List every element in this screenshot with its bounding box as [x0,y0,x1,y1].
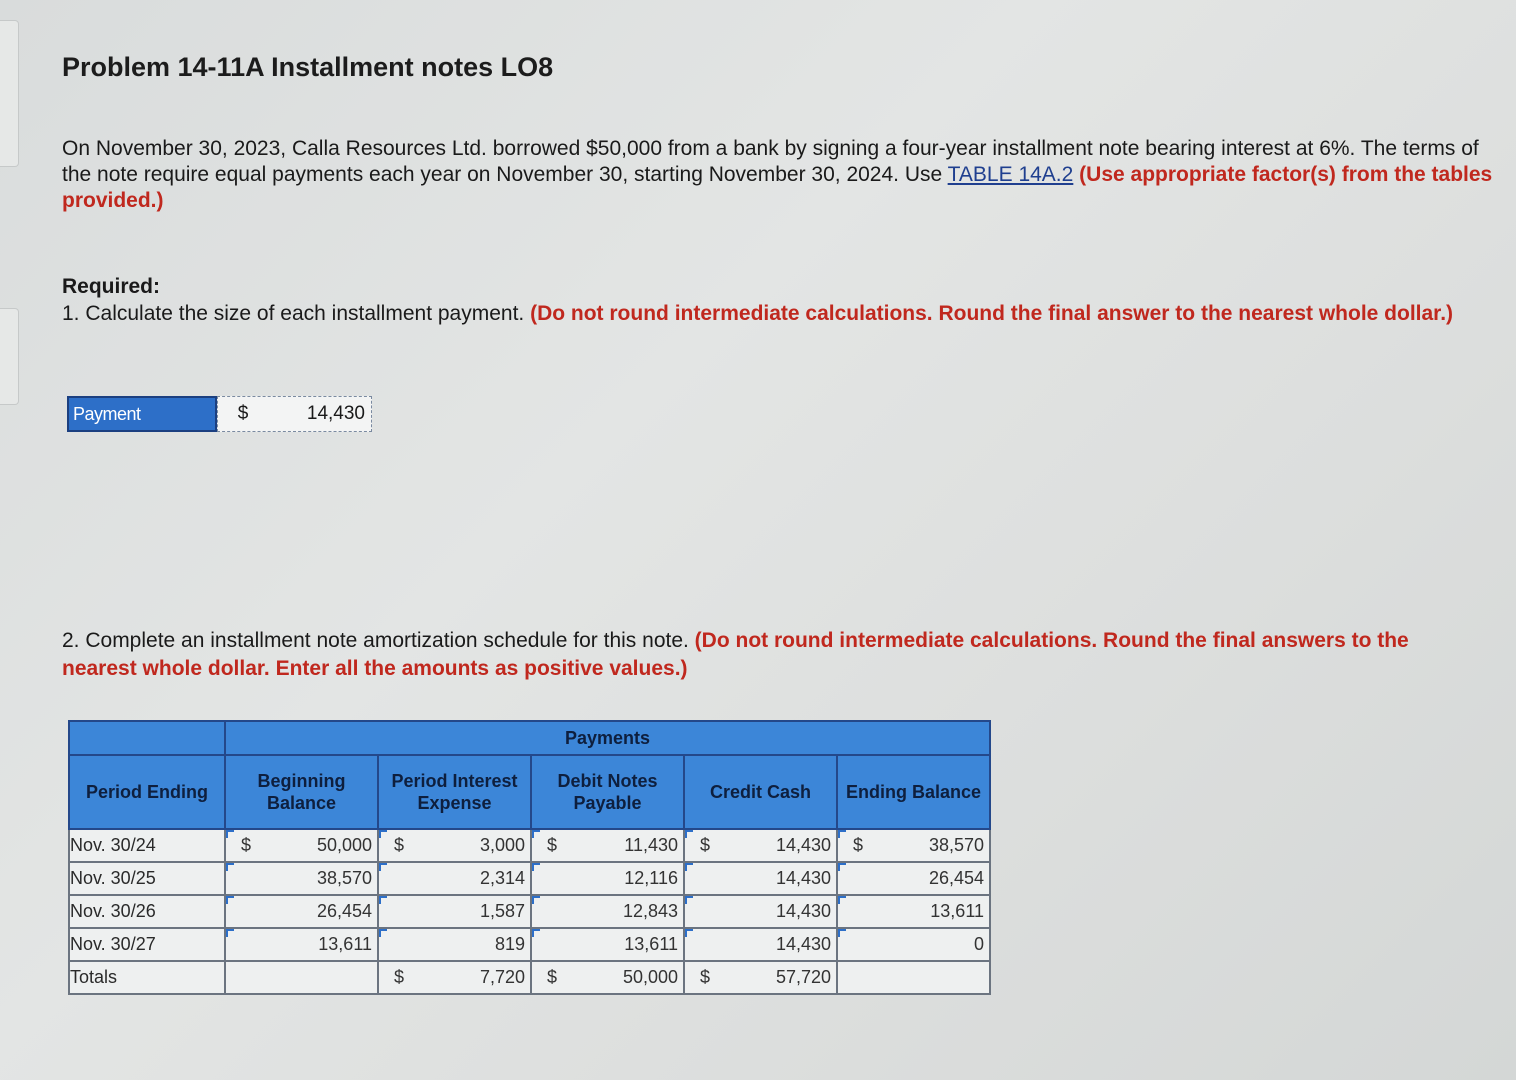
ending-value: 13,611 [930,901,984,921]
currency-sign: $ [699,967,710,987]
header-interest-expense: Period Interest Expense [378,755,531,829]
beginning-value: 50,000 [316,835,372,855]
credit-cash-input[interactable] [684,928,837,961]
interest-expense-input[interactable] [378,829,531,862]
ending-balance-input[interactable] [837,895,990,928]
debit-notes-payable-input[interactable] [531,895,684,928]
table-14a2-link[interactable]: TABLE 14A.2 [947,163,1074,186]
period-cell: Nov. 30/25 [69,862,225,895]
totals-label: Totals [69,961,225,994]
period-cell: Nov. 30/24 [69,829,225,862]
table-row [69,862,990,895]
header-ending-balance: Ending Balance [837,755,990,829]
totals-row [69,961,990,994]
required-heading: Required: [62,275,161,298]
required-section [62,273,1482,327]
header-debit-notes-payable: Debit Notes Payable [531,755,684,829]
credit-cash-input[interactable] [684,862,837,895]
beginning-value: 13,611 [318,934,372,954]
beginning-value: 26,454 [316,901,372,921]
currency-sign: $ [393,835,404,855]
ending-value: 26,454 [928,868,984,888]
debit-value: 12,116 [624,868,678,888]
payment-input[interactable] [217,396,372,432]
totals-credit-value: 57,720 [775,967,831,987]
payment-currency: $ [237,403,249,424]
payment-value: 14,430 [306,403,365,424]
beginning-balance-input[interactable] [225,928,378,961]
debit-notes-payable-input[interactable] [531,928,684,961]
page-title: Problem 14-11A Installment notes LO8 [62,52,554,82]
credit-value: 14,430 [775,901,831,921]
ending-balance-input[interactable] [837,928,990,961]
table-row [69,928,990,961]
interest-value: 3,000 [479,835,525,855]
part2-section [62,627,1442,683]
currency-sign: $ [546,835,557,855]
debit-notes-payable-input[interactable] [531,862,684,895]
left-panel-tab-bottom[interactable] [0,308,19,405]
header-blank [69,721,225,755]
ending-balance-input[interactable] [837,829,990,862]
header-credit-cash: Credit Cash [684,755,837,829]
part1-instruction: (Do not round intermediate calculations. Round the final answer to the nearest whole dollar.) [524,302,1454,325]
totals-credit [684,961,837,994]
header-beginning-balance: Beginning Balance [225,755,378,829]
currency-sign: $ [393,967,404,987]
totals-ending-blank [837,961,990,994]
totals-interest [378,961,531,994]
beginning-balance-input[interactable] [225,862,378,895]
debit-notes-payable-input[interactable] [531,829,684,862]
part2-instruction: (Do not round intermediate calculations. Round the final answers to the nearest whole dollar. Enter all the amounts as positive values.) [62,629,1409,680]
currency-sign: $ [240,835,251,855]
debit-value: 12,843 [622,901,678,921]
totals-debit-value: 50,000 [622,967,678,987]
period-cell: Nov. 30/27 [69,928,225,961]
payment-answer-row [67,396,372,432]
beginning-value: 38,570 [316,868,372,888]
credit-cash-input[interactable] [684,829,837,862]
currency-sign: $ [852,835,863,855]
factor-instruction: (Use appropriate factor(s) from the tables provided.) [62,163,1493,212]
currency-sign: $ [699,835,710,855]
interest-expense-input[interactable] [378,862,531,895]
period-cell: Nov. 30/26 [69,895,225,928]
interest-expense-input[interactable] [378,928,531,961]
debit-value: 13,611 [624,934,678,954]
beginning-balance-input[interactable] [225,895,378,928]
payment-label: Payment [67,396,217,432]
problem-statement [62,136,1502,214]
currency-sign: $ [546,967,557,987]
credit-cash-input[interactable] [684,895,837,928]
left-panel-tab-top[interactable] [0,20,19,167]
table-row [69,895,990,928]
interest-expense-input[interactable] [378,895,531,928]
header-payments: Payments [225,721,990,755]
table-row [69,829,990,862]
problem-text: On November 30, 2023, Calla Resources Ltd. borrowed $50,000 from a bank by signing a four-year installment note bearing interest at 6%. The terms of the note require equal payments each year on November 30, starting November 30, 2024. Use [62,137,1479,186]
interest-value: 819 [494,934,525,954]
interest-value: 2,314 [479,868,525,888]
totals-beginning-blank [225,961,378,994]
totals-interest-value: 7,720 [479,967,525,987]
credit-value: 14,430 [775,868,831,888]
ending-value: 0 [973,934,984,954]
ending-value: 38,570 [928,835,984,855]
totals-debit [531,961,684,994]
beginning-balance-input[interactable] [225,829,378,862]
part1-question: 1. Calculate the size of each installment payment. [62,302,525,325]
header-period-ending: Period Ending [69,755,225,829]
debit-value: 11,430 [624,835,678,855]
part2-question: 2. Complete an installment note amortization schedule for this note. [62,629,689,652]
credit-value: 14,430 [775,835,831,855]
ending-balance-input[interactable] [837,862,990,895]
amortization-schedule [68,720,991,995]
interest-value: 1,587 [479,901,525,921]
credit-value: 14,430 [775,934,831,954]
